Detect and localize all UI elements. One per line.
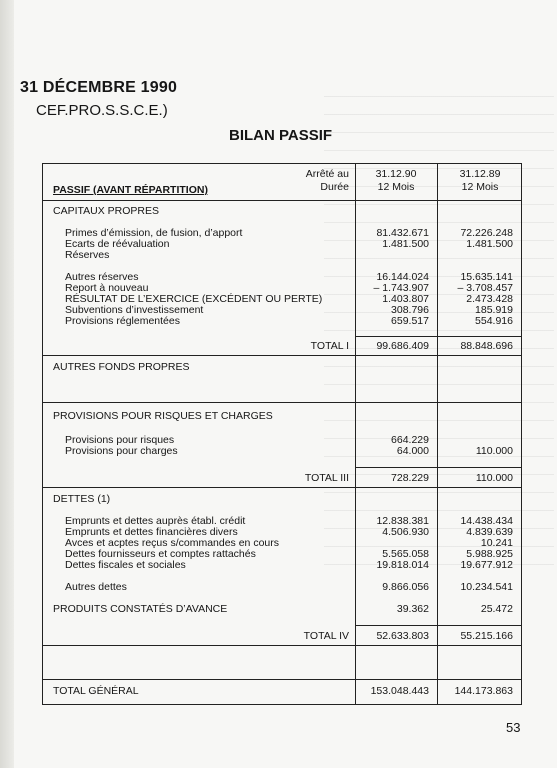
row-current: 39.362: [396, 603, 429, 615]
row-current: 1.403.807: [382, 293, 429, 305]
organization-name: CEF.PRO.S.S.C.E.): [36, 102, 168, 119]
row-label: RÉSULTAT DE L’EXERCICE (EXCÉDENT OU PERTE): [65, 293, 323, 305]
row-label: Primes d’émission, de fusion, d’apport: [65, 227, 243, 239]
total-label: TOTAL IV: [303, 630, 349, 642]
row-label: Autres dettes: [65, 581, 127, 593]
row-current: 4.506.930: [382, 526, 429, 538]
row-label: Report à nouveau: [65, 282, 149, 294]
row-previous: 25.472: [480, 603, 513, 615]
row-previous: 5.988.925: [466, 548, 513, 560]
section-heading: PROVISIONS POUR RISQUES ET CHARGES: [53, 410, 273, 422]
row-label: Dettes fiscales et sociales: [65, 559, 186, 571]
total-current: 99.686.409: [376, 340, 429, 352]
column-header-previous-date: 31.12.89: [459, 168, 501, 180]
row-label: Ecarts de réévaluation: [65, 238, 170, 250]
total-label: TOTAL III: [304, 472, 349, 484]
row-previous: – 3.708.457: [457, 282, 513, 294]
column-divider: [437, 164, 438, 704]
row-label: Subventions d’investissement: [65, 304, 204, 316]
column-header-current-duration: 12 Mois: [377, 181, 415, 193]
row-label: Autres réserves: [65, 271, 139, 283]
row-previous: 554.916: [475, 315, 513, 327]
header-rule: [43, 200, 521, 201]
row-previous: 15.635.141: [460, 271, 513, 283]
total-label: TOTAL I: [310, 340, 349, 352]
row-previous: 10.241: [480, 537, 513, 549]
row-label: Avces et acptes reçus s/commandes en cours: [65, 537, 279, 549]
row-current: 64.000: [396, 445, 429, 457]
column-header-current-date: 31.12.90: [375, 168, 417, 180]
row-previous: 185.919: [475, 304, 513, 316]
row-current: 9.866.056: [382, 581, 429, 593]
row-previous: 1.481.500: [466, 238, 513, 250]
book-spine-shadow: [0, 0, 14, 768]
section-rule: [43, 645, 521, 646]
row-previous: 2.473.428: [466, 293, 513, 305]
column-header-label: PASSIF (AVANT RÉPARTITION): [53, 184, 208, 196]
row-previous: 14.438.434: [460, 515, 513, 527]
row-current: 664.229: [391, 434, 429, 446]
row-label: Réserves: [65, 249, 110, 261]
row-previous: 110.000: [475, 445, 513, 457]
total-previous: 110.000: [475, 472, 513, 484]
row-previous: 10.234.541: [460, 581, 513, 593]
total-rule: [355, 336, 521, 337]
report-date: 31 DÉCEMBRE 1990: [20, 79, 178, 96]
section-rule: [43, 487, 521, 488]
page-number: 53: [506, 720, 521, 735]
row-current: – 1.743.907: [373, 282, 429, 294]
section-heading: DETTES (1): [53, 493, 111, 505]
row-current: 1.481.500: [382, 238, 429, 250]
grand-total-label: TOTAL GÉNÉRAL: [53, 685, 139, 697]
row-current: 5.565.058: [382, 548, 429, 560]
row-previous: 19.677.912: [460, 559, 513, 571]
total-rule: [355, 467, 521, 468]
row-label: PRODUITS CONSTATÉS D’AVANCE: [53, 603, 228, 615]
row-current: 16.144.024: [376, 271, 429, 283]
row-label: Emprunts et dettes auprès établ. crédit: [65, 515, 246, 527]
row-label: Emprunts et dettes financières divers: [65, 526, 238, 538]
column-divider: [355, 164, 356, 704]
row-label: Dettes fournisseurs et comptes rattachés: [65, 548, 256, 560]
row-label: Provisions pour risques: [65, 434, 175, 446]
row-previous: 72.226.248: [460, 227, 513, 239]
section-rule: [43, 402, 521, 403]
column-header-duration-1: Arrêté au: [305, 168, 349, 180]
page-title: BILAN PASSIF: [229, 127, 333, 144]
total-previous: 88.848.696: [460, 340, 513, 352]
balance-sheet-table: [42, 163, 522, 705]
row-label: Provisions pour charges: [65, 445, 178, 457]
row-current: 308.796: [391, 304, 429, 316]
grand-total-current: 153.048.443: [370, 685, 429, 697]
row-current: 659.517: [391, 315, 429, 327]
column-header-previous-duration: 12 Mois: [461, 181, 499, 193]
section-heading: CAPITAUX PROPRES: [53, 205, 159, 217]
row-label: Provisions réglementées: [65, 315, 180, 327]
total-current: 52.633.803: [376, 630, 429, 642]
row-current: 19.818.014: [376, 559, 429, 571]
total-rule: [355, 625, 521, 626]
grand-total-previous: 144.173.863: [454, 685, 513, 697]
total-previous: 55.215.166: [460, 630, 513, 642]
section-heading: AUTRES FONDS PROPRES: [53, 361, 190, 373]
row-previous: 4.839.639: [466, 526, 513, 538]
section-rule: [43, 355, 521, 356]
row-current: 12.838.381: [376, 515, 429, 527]
total-current: 728.229: [391, 472, 429, 484]
section-rule: [43, 679, 521, 680]
row-current: 81.432.671: [376, 227, 429, 239]
column-header-duration-2: Durée: [320, 181, 349, 193]
